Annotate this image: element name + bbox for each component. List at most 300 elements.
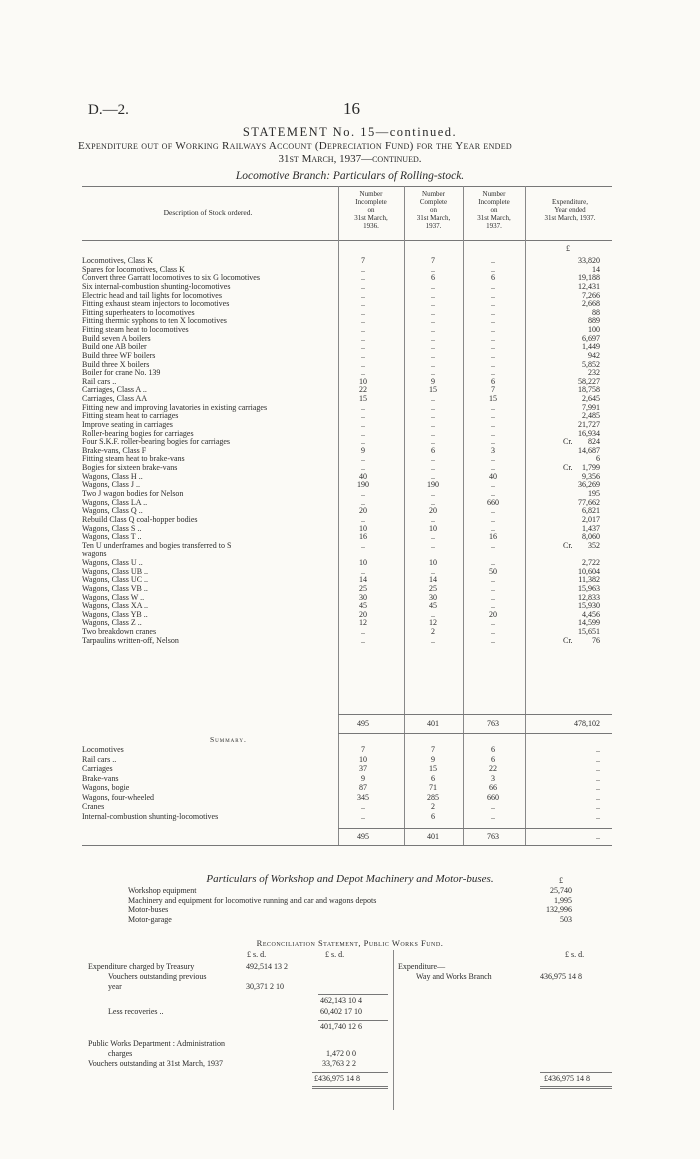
cell-incomplete-1937: 50 [489,566,497,576]
cell-complete-1937: .. [431,307,435,317]
cell-complete-1937: 190 [427,480,439,490]
cell-complete-1937: .. [431,609,435,619]
column-header-expenditure: Expenditure, Year ended 31st March, 1937. [544,198,596,222]
cell-incomplete-1937: .. [491,299,495,309]
summary-totals-row: 495 401 763 .. [357,832,600,841]
summary-expenditure: .. [596,745,600,754]
less-recoveries-label: Less recoveries .. [108,1007,164,1016]
cell-expenditure: 100 [588,325,600,335]
cell-complete-1937: .. [431,281,435,291]
title-line-2: 31st March, 1937—continued. [278,153,422,165]
vouchers-outstanding-amount: 33,763 2 2 [322,1059,356,1068]
workshop-row [0,886,700,896]
cell-incomplete-1936: .. [361,342,365,352]
cell-incomplete-1936: 10 [359,376,367,386]
row-description: Carriages, Class AA [82,394,148,404]
cell-incomplete-1937: .. [491,359,495,369]
summary-row [0,755,700,764]
cell-incomplete-1937: 3 [491,445,495,455]
cell-complete-1937: .. [431,394,435,404]
vouchers-outstanding-label: Vouchers outstanding at 31st March, 1937 [88,1059,223,1068]
cell-expenditure: 1,437 [582,523,600,533]
cell-incomplete-1937: .. [491,618,495,628]
summary-description: Wagons, bogie [82,783,130,792]
cell-incomplete-1936: .. [361,290,365,300]
cell-incomplete-1937: .. [491,601,495,611]
cell-expenditure: 232 [588,368,600,378]
summary-incomplete-1937: 660 [487,792,499,802]
page-number: 16 [343,99,360,118]
summary-expenditure: .. [596,811,600,821]
cell-complete-1937: 2 [431,627,435,637]
lsd-header-1: £ s. d. [247,950,267,959]
cell-incomplete-1936: .. [361,635,365,645]
cell-expenditure: 15,651 [578,627,600,637]
row-description: Two breakdown cranes [82,627,157,637]
row-description: Wagons, Class Z .. [82,618,142,628]
cell-expenditure: 889 [588,316,600,326]
cell-incomplete-1937: .. [491,540,495,550]
summary-row [0,812,700,821]
cell-incomplete-1937: 20 [489,609,497,619]
cell-expenditure: 942 [588,350,600,360]
summary-incomplete-1936: 7 [361,745,365,754]
row-description: Wagons, Class LA .. [82,497,148,507]
cell-incomplete-1937: 6 [491,376,495,386]
cell-incomplete-1937: 15 [489,394,497,404]
table-row [0,437,700,446]
table-row [0,627,700,636]
summary-complete-1937: 7 [431,745,435,754]
row-description: Boiler for crane No. 139 [82,368,161,378]
row-description: Spares for locomotives, Class K [82,264,185,274]
cell-incomplete-1936: 25 [359,583,367,593]
cell-incomplete-1937: .. [491,575,495,585]
summary-complete-1937: 6 [431,811,435,821]
cell-complete-1937: 9 [431,376,435,386]
cell-complete-1937: 20 [429,506,437,516]
table-row [0,385,700,394]
row-description: Bogies for sixteen brake-vans [82,463,178,473]
cell-incomplete-1936: .. [361,411,365,421]
cell-incomplete-1937: 40 [489,471,497,481]
workshop-row [0,896,700,906]
cell-complete-1937: .. [431,532,435,542]
summary-incomplete-1937: .. [491,811,495,821]
vouchers-previous-label: Vouchers outstanding previous [108,972,207,981]
cell-incomplete-1936: 190 [357,480,369,490]
expenditure-heading-right: Expenditure— [398,962,446,971]
cell-complete-1937: .. [431,463,435,473]
cell-complete-1937: .. [431,454,435,464]
row-description: Build three X boilers [82,359,150,369]
summary-complete-1937: 285 [427,792,439,802]
cell-complete-1937: .. [431,402,435,412]
cell-credit-marker: Cr. [563,540,573,550]
workshop-description: Workshop equipment [128,886,197,895]
cell-expenditure: 2,668 [582,299,600,309]
workshop-amount: 1,995 [554,895,572,905]
summary-expenditure: .. [596,792,600,802]
cell-incomplete-1936: .. [361,299,365,309]
cell-incomplete-1936: .. [361,368,365,378]
cell-expenditure: 76 [592,635,600,645]
cell-expenditure: 18,758 [578,385,600,395]
row-description: Wagons, Class T .. [82,532,142,542]
summary-row [0,793,700,802]
row-description: Electric head and tail lights for locomotives [82,290,222,300]
cell-incomplete-1936: .. [361,350,365,360]
workshop-description: Machinery and equipment for locomotive running and car and wagons depots [128,895,377,905]
cell-incomplete-1937: .. [491,437,495,447]
workshop-description: Motor-garage [128,914,172,924]
summary-incomplete-1937: 6 [491,745,495,754]
currency-symbol: £ [566,244,570,253]
cell-expenditure: 6 [596,454,600,464]
cell-expenditure: 12,431 [578,281,600,291]
cell-incomplete-1936: .. [361,316,365,326]
column-header-description: Description of Stock ordered. [163,208,253,217]
cell-expenditure: 33,820 [578,256,600,265]
summary-incomplete-1936: 345 [357,792,369,802]
table-row [0,549,700,558]
row-description: Fitting steam heat to locomotives [82,325,189,335]
cell-incomplete-1937: .. [491,281,495,291]
cell-incomplete-1937: .. [491,325,495,335]
row-description: Fitting steam heat to carriages [82,411,179,421]
summary-incomplete-1936: 37 [359,764,367,773]
cell-expenditure: 15,963 [578,583,600,593]
row-description: Improve seating in carriages [82,419,173,429]
vouchers-previous-label-2: year [108,982,122,991]
cell-incomplete-1937: .. [491,290,495,300]
row-description: Wagons, Class J .. [82,480,141,490]
summary-incomplete-1936: 10 [359,754,367,764]
table-row [0,463,700,472]
row-description: Wagons, Class S .. [82,523,142,533]
cell-incomplete-1937: .. [491,583,495,593]
cell-complete-1937: .. [431,290,435,300]
cell-incomplete-1936: .. [361,463,365,473]
reconciliation-total-left: £436,975 14 8 [314,1074,360,1083]
column-header-complete-1937: Number Complete on 31st March, 1937. [416,190,451,230]
cell-incomplete-1937: .. [491,316,495,326]
cell-incomplete-1937: 7 [491,385,495,395]
cell-expenditure: 11,382 [578,575,600,585]
row-description: Four S.K.F. roller-bearing bogies for carriages [82,437,231,447]
cell-expenditure: 5,852 [582,359,600,369]
cell-expenditure: 8,060 [582,532,600,542]
workshop-row [0,905,700,915]
cell-complete-1937: .. [431,264,435,274]
cell-expenditure: 2,485 [582,411,600,421]
subtotal-2: 401,740 12 6 [320,1022,362,1031]
cell-incomplete-1936: 16 [359,532,367,542]
way-and-works-amount: 436,975 14 8 [540,972,582,981]
subtotal-1: 462,143 10 4 [320,996,362,1005]
row-description: Wagons, Class H .. [82,471,143,481]
cell-complete-1937: 6 [431,273,435,283]
row-description: Wagons, Class VB .. [82,583,148,593]
cell-complete-1937: .. [431,419,435,429]
cell-incomplete-1936: .. [361,419,365,429]
cell-incomplete-1936: 14 [359,575,367,585]
cell-incomplete-1937: .. [491,514,495,524]
cell-complete-1937: .. [431,437,435,447]
row-description: Fitting thermic syphons to ten X locomotives [82,316,227,326]
row-description: Rail cars .. [82,376,117,386]
cell-complete-1937: 14 [429,575,437,585]
row-description: Locomotives, Class K [82,256,153,265]
summary-incomplete-1937: 6 [491,754,495,764]
cell-incomplete-1936: 7 [361,256,365,265]
cell-incomplete-1936: .. [361,359,365,369]
cell-incomplete-1936: .. [361,489,365,498]
cell-incomplete-1937: .. [491,523,495,533]
cell-expenditure: 14,599 [578,618,600,628]
cell-complete-1937: .. [431,540,435,550]
summary-incomplete-1936: 87 [359,783,367,792]
cell-complete-1937: .. [431,333,435,343]
workshop-title: Particulars of Workshop and Depot Machinery and Motor-buses. [206,873,494,885]
summary-complete-1937: 15 [429,764,437,773]
workshop-currency: £ [559,876,563,885]
cell-complete-1937: .. [431,316,435,326]
row-description: Wagons, Class U .. [82,558,143,568]
summary-description: Rail cars .. [82,754,117,764]
cell-complete-1937: .. [431,428,435,438]
pwd-amount: 1,472 0 0 [326,1049,356,1058]
cell-complete-1937: .. [431,359,435,369]
row-description: Fitting superheaters to locomotives [82,307,195,317]
cell-incomplete-1936: .. [361,325,365,335]
cell-incomplete-1936: .. [361,333,365,343]
summary-incomplete-1937: 3 [491,773,495,783]
cell-incomplete-1936: 10 [359,523,367,533]
summary-description: Internal-combustion shunting-locomotives [82,811,219,821]
cell-incomplete-1937: .. [491,333,495,343]
cell-complete-1937: 6 [431,445,435,455]
summary-description: Cranes [82,802,105,811]
table-row [0,524,700,533]
row-description: wagons [82,549,107,559]
cell-expenditure: 58,227 [578,376,600,386]
cell-incomplete-1937: .. [491,506,495,516]
row-description: Brake-vans, Class F [82,445,147,455]
lsd-header-2: £ s. d. [325,950,345,959]
row-description: Six internal-combustion shunting-locomotives [82,281,231,291]
table-row [0,334,700,343]
row-description: Build seven A boilers [82,333,151,343]
cell-complete-1937: .. [431,325,435,335]
cell-credit-marker: Cr. [563,635,573,645]
cell-incomplete-1937: .. [491,454,495,464]
table-row [0,411,700,420]
summary-expenditure: .. [596,783,600,792]
workshop-amount: 132,996 [546,905,572,914]
cell-incomplete-1936: 9 [361,445,365,455]
summary-row [0,783,700,792]
summary-complete-1937: 9 [431,754,435,764]
summary-expenditure: .. [596,754,600,764]
cell-incomplete-1936: .. [361,437,365,447]
row-description: Fitting exhaust steam injectors to locomotives [82,299,230,309]
cell-expenditure: 824 [588,437,600,447]
summary-heading: Summary. [210,735,247,744]
summary-row [0,745,700,754]
cell-incomplete-1936: 15 [359,394,367,404]
summary-complete-1937: 2 [431,802,435,811]
row-description: Fitting new and improving lavatories in existing carriages [82,402,268,412]
cell-expenditure: 7,991 [582,402,600,412]
less-recoveries-amount: 60,402 17 10 [320,1007,362,1016]
cell-incomplete-1937: .. [491,489,495,498]
cell-incomplete-1936: 22 [359,385,367,395]
summary-expenditure: .. [596,773,600,783]
cell-incomplete-1936: .. [361,566,365,576]
cell-incomplete-1936: .. [361,497,365,507]
cell-incomplete-1937: .. [491,480,495,490]
summary-incomplete-1936: .. [361,802,365,811]
cell-incomplete-1937: .. [491,411,495,421]
cell-incomplete-1937: 660 [487,497,499,507]
cell-incomplete-1936: 20 [359,506,367,516]
summary-description: Brake-vans [82,773,119,783]
cell-incomplete-1937: 6 [491,273,495,283]
row-description: Wagons, Class XA .. [82,601,149,611]
cell-incomplete-1936: .. [361,264,365,274]
cell-expenditure: 10,604 [578,566,600,576]
row-description: Build three WF boilers [82,350,156,360]
summary-description: Wagons, four-wheeled [82,792,155,802]
cell-incomplete-1936: .. [361,454,365,464]
table-row [0,282,700,291]
row-description: Wagons, Class UC .. [82,575,149,585]
cell-expenditure: 36,269 [578,480,600,490]
cell-incomplete-1937: .. [491,350,495,360]
row-description: Rebuild Class Q coal-hopper bodies [82,514,198,524]
column-header-incomplete-1936: Number Incomplete on 31st March, 1936. [354,190,388,230]
cell-complete-1937: 45 [429,601,437,611]
summary-complete-1937: 6 [431,773,435,783]
summary-complete-1937: 71 [429,783,437,792]
row-description: Roller-bearing bogies for carriages [82,428,194,438]
cell-incomplete-1937: .. [491,419,495,429]
cell-incomplete-1936: 30 [359,592,367,602]
summary-description: Locomotives [82,745,124,754]
cell-credit-marker: Cr. [563,463,573,473]
cell-incomplete-1937: .. [491,463,495,473]
cell-incomplete-1936: .. [361,627,365,637]
cell-expenditure: 195 [588,489,600,498]
row-description: Wagons, Class W .. [82,592,145,602]
cell-complete-1937: .. [431,635,435,645]
lsd-header-3: £ s. d. [565,950,585,959]
cell-incomplete-1936: .. [361,514,365,524]
row-description: Ten U underframes and bogies transferred to S [82,540,232,550]
row-description: Build one AB boiler [82,342,147,352]
workshop-row [0,915,700,925]
row-description: Wagons, Class YB .. [82,609,148,619]
cell-incomplete-1936: .. [361,273,365,283]
cell-incomplete-1936: 12 [359,618,367,628]
column-header-incomplete-1937: Number Incomplete on 31st March, 1937. [477,190,511,230]
cell-complete-1937: 15 [429,385,437,395]
cell-expenditure: 1,449 [582,342,600,352]
vouchers-previous-amount: 30,371 2 10 [246,982,284,991]
row-description: Fitting steam heat to brake-vans [82,454,185,464]
cell-incomplete-1936: 10 [359,558,367,568]
cell-expenditure: 21,727 [578,419,600,429]
cell-incomplete-1937: .. [491,635,495,645]
cell-incomplete-1936: .. [361,402,365,412]
cell-incomplete-1937: .. [491,307,495,317]
cell-expenditure: 15,930 [578,601,600,611]
cell-incomplete-1936: .. [361,540,365,550]
summary-description: Carriages [82,764,113,773]
summary-incomplete-1937: .. [491,802,495,811]
cell-incomplete-1936: 40 [359,471,367,481]
cell-incomplete-1937: .. [491,558,495,568]
cell-incomplete-1936: 45 [359,601,367,611]
cell-incomplete-1936: 20 [359,609,367,619]
cell-expenditure: 12,833 [578,592,600,602]
cell-expenditure: 19,188 [578,273,600,283]
cell-complete-1937: .. [431,350,435,360]
cell-incomplete-1937: .. [491,592,495,602]
cell-incomplete-1936: .. [361,307,365,317]
cell-complete-1937: 12 [429,618,437,628]
cell-expenditure: 352 [588,540,600,550]
cell-incomplete-1937: .. [491,627,495,637]
totals-row: 495 401 763 478,102 [357,719,600,728]
cell-complete-1937: .. [431,489,435,498]
cell-incomplete-1937: .. [491,256,495,265]
cell-complete-1937: .. [431,411,435,421]
cell-complete-1937: .. [431,299,435,309]
cell-expenditure: 2,645 [582,394,600,404]
cell-complete-1937: .. [431,497,435,507]
pwd-label-2: charges [108,1049,133,1058]
section-subtitle: Locomotive Branch: Particulars of Rolling-stock. [235,170,465,182]
summary-incomplete-1937: 66 [489,783,497,792]
cell-complete-1937: 10 [429,523,437,533]
table-row [0,498,700,507]
summary-row [0,774,700,783]
way-and-works-label: Way and Works Branch [416,972,492,981]
row-description: Tarpaulins written-off, Nelson [82,635,179,645]
workshop-description: Motor-buses [128,905,169,914]
cell-expenditure: 2,722 [582,558,600,568]
cell-expenditure: 77,662 [578,497,600,507]
row-description: Convert three Garratt locomotives to six G locomotives [82,273,260,283]
table-row [0,308,700,317]
pwd-label: Public Works Department : Administration [88,1039,225,1048]
cell-expenditure: 9,356 [582,471,600,481]
cell-incomplete-1936: .. [361,428,365,438]
cell-expenditure: 16,934 [578,428,600,438]
cell-expenditure: 88 [592,307,600,317]
cell-complete-1937: 30 [429,592,437,602]
cell-incomplete-1936: .. [361,281,365,291]
row-description: Carriages, Class A .. [82,385,147,395]
summary-row [0,764,700,773]
cell-expenditure: 1,799 [582,463,600,473]
cell-expenditure: 6,697 [582,333,600,343]
cell-complete-1937: 10 [429,558,437,568]
table-row [0,601,700,610]
summary-incomplete-1936: .. [361,811,365,821]
